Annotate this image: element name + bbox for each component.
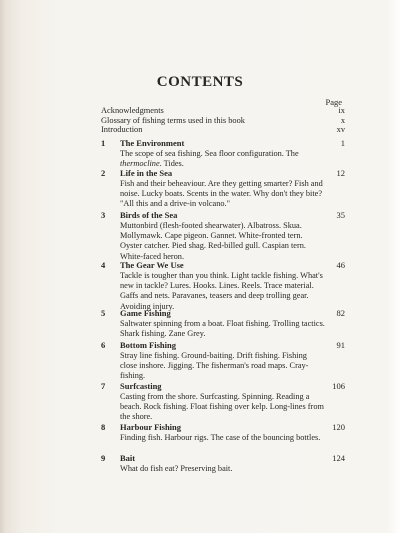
contents-title: CONTENTS <box>156 74 244 90</box>
chapter-number: 2 <box>101 168 106 178</box>
chapter-description: Fish and their beheaviour. Are they getting smarter? Fish and noise. Lucky boats. Scents in the water. Why don't they bite? "All this and a drive-in volcano." <box>120 179 323 209</box>
chapter-title: Harbour Fishing <box>120 422 182 432</box>
chapter-description: Saltwater spinning from a boat. Float fishing. Trolling tactics. Shark fishing. Zane Grey. <box>120 319 325 339</box>
chapter-title: Bottom Fishing <box>120 340 176 350</box>
chapter-page: 1 <box>340 138 345 148</box>
front-matter-row <box>101 125 345 135</box>
chapter-number: 6 <box>101 340 106 350</box>
chapter-number: 4 <box>101 260 106 270</box>
chapter-description: The scope of sea fishing. Sea floor configuration. The thermocline. Tides. <box>120 149 299 169</box>
chapter-page: 82 <box>336 308 345 318</box>
front-matter-label: Introduction <box>101 125 143 134</box>
chapter-title: The Environment <box>120 138 185 148</box>
chapter-number: 3 <box>101 210 106 220</box>
chapter-title: Game Fishing <box>120 308 171 318</box>
chapter-entry <box>101 381 345 423</box>
front-matter-page: x <box>340 115 345 125</box>
chapter-page: 106 <box>332 381 345 391</box>
chapter-description: Tackle is tougher than you think. Light tackle fishing. What's new in tackle? Lures. Hooks. Lines. Reels. Trace material. Gaffs and nets. Paravanes, teasers and deep trolling gear. Avoiding injury. <box>120 271 323 311</box>
chapter-title: Bait <box>120 453 136 463</box>
chapter-entry <box>101 308 345 339</box>
front-matter-page: ix <box>338 106 345 115</box>
chapter-entry <box>101 340 345 382</box>
chapter-page: 91 <box>336 340 345 350</box>
chapter-number: 7 <box>101 381 106 391</box>
chapter-page: 124 <box>332 453 345 463</box>
chapter-entry <box>101 168 345 210</box>
chapter-title: Life in the Sea <box>120 168 173 178</box>
chapter-entry <box>101 260 345 312</box>
chapter-page: 46 <box>336 260 345 270</box>
chapter-description: What do fish eat? Preserving bait. <box>120 464 233 473</box>
front-matter-row <box>101 106 345 116</box>
page-column-label: Page <box>325 97 342 107</box>
chapter-description: Stray line fishing. Ground-baiting. Drift fishing. Fishing close inshore. Jigging. The fisherman's road maps. Cray-fishing. <box>120 351 309 381</box>
chapter-title: The Gear We Use <box>120 260 184 270</box>
chapter-number: 8 <box>101 422 106 432</box>
chapter-description: Muttonbird (flesh-footed shearwater). Albatross. Skua. Mollymawk. Cape pigeon. Gannet. White-fronted tern. Oyster catcher. Pied shag. Red-billed gull. Caspian tern. White-faced heron. <box>120 221 306 261</box>
front-matter-label: Glossary of fishing terms used in this book <box>101 115 245 125</box>
chapter-description: Casting from the shore. Surfcasting. Spinning. Reading a beach. Rock fishing. Float fishing over kelp. Long-lines from the shore. <box>120 392 324 422</box>
chapter-page: 35 <box>336 210 345 220</box>
front-matter-page: xv <box>336 125 345 134</box>
chapter-number: 5 <box>101 308 106 318</box>
front-matter-list <box>101 106 345 135</box>
chapter-page: 12 <box>336 168 345 178</box>
chapter-number: 9 <box>101 453 106 463</box>
chapter-number: 1 <box>101 138 106 148</box>
chapter-entry <box>101 422 345 443</box>
chapter-title: Birds of the Sea <box>120 210 178 220</box>
chapter-title: Surfcasting <box>120 381 162 391</box>
chapter-entry <box>101 210 345 262</box>
chapter-entry <box>101 138 345 169</box>
front-matter-row <box>101 116 345 126</box>
chapter-description: Finding fish. Harbour rigs. The case of the bouncing bottles. <box>120 433 321 442</box>
front-matter-label: Acknowledgments <box>101 106 164 115</box>
chapter-entry <box>101 453 345 474</box>
chapter-page: 120 <box>332 422 345 432</box>
